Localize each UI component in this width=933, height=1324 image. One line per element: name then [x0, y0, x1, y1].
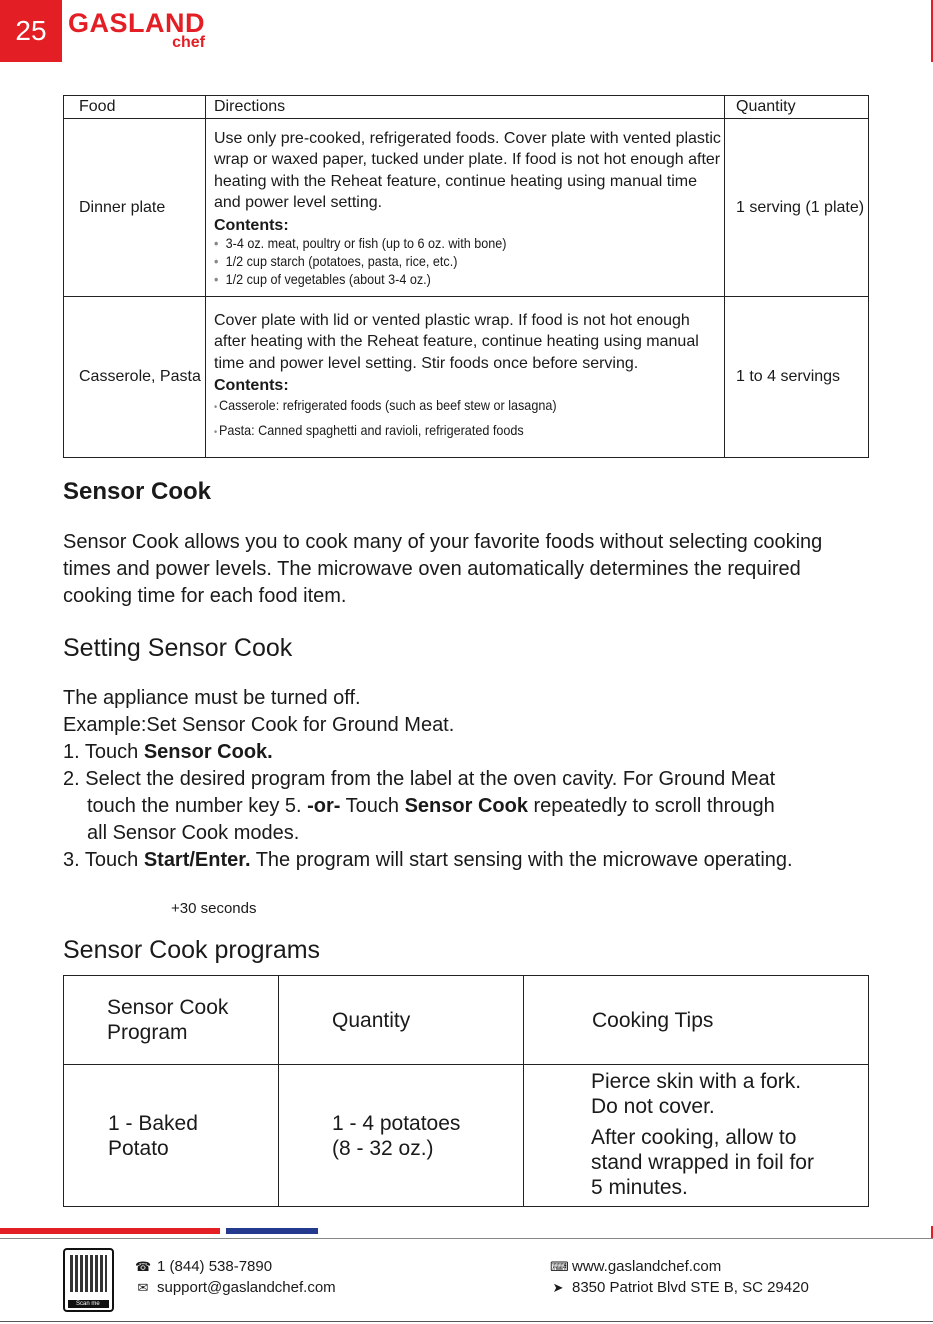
header-food: Food: [64, 96, 206, 119]
list-item: • 3-4 oz. meat, poultry or fish (up to 6 oz. with bone): [214, 234, 671, 252]
step-2-continued: [63, 793, 883, 820]
tips-cell: [524, 1065, 869, 1207]
directions-text: Use only pre-cooked, refrigerated foods. Cover plate with vented plastic wrap or waxed paper, tucked under plate. If food is not hot enough after heating with the Reheat feature, continue heating using manual time and power level setting.: [214, 129, 721, 211]
contents-list: [214, 234, 671, 288]
qr-caption-bar: [68, 1300, 109, 1308]
step-text: 3. Touch: [63, 849, 144, 871]
table-header-row: [64, 96, 869, 119]
step-text: The program will start sensing with the microwave operating.: [250, 849, 793, 871]
instruction-line: Example:Set Sensor Cook for Ground Meat.: [63, 714, 455, 736]
header-program: Sensor Cook Program: [64, 976, 279, 1065]
step-text: 1. Touch: [63, 741, 144, 763]
program-cell: 1 - Baked Potato: [64, 1065, 279, 1207]
footer-phone: [135, 1256, 336, 1277]
header-quantity: Quantity: [725, 96, 869, 119]
directions-cell: [206, 119, 725, 297]
list-item: • 1/2 cup starch (potatoes, pasta, rice, etc.): [214, 252, 671, 270]
address-text: 8350 Patriot Blvd STE B, SC 29420: [572, 1279, 809, 1296]
table-row: [64, 119, 869, 297]
contents-label: Contents:: [214, 377, 289, 395]
qr-caption: Scan me: [76, 1301, 100, 1307]
email-text[interactable]: support@gaslandchef.com: [157, 1279, 336, 1296]
step-text: Touch: [340, 795, 405, 817]
programs-title: Sensor Cook programs: [63, 936, 321, 964]
list-item: • 1/2 cup of vegetables (about 3-4 oz.): [214, 270, 671, 288]
logo-sub-text: chef: [172, 34, 205, 51]
page-number: 25: [0, 0, 62, 62]
phone-text: 1 (844) 538-7890: [157, 1258, 273, 1275]
table-row: [64, 297, 869, 458]
tip-text: After cooking, allow to stand wrapped in foil for 5 minutes.: [591, 1126, 814, 1199]
time-note: +30 seconds: [171, 900, 257, 917]
quantity-cell: 1 serving (1 plate): [725, 119, 869, 297]
intro-paragraph: Sensor Cook allows you to cook many of your favorite foods without selecting cooking times and power levels. The microwave oven automatically determines the required cooking time for each food item.: [63, 531, 823, 607]
directions-text: Cover plate with lid or vented plastic wrap. If food is not hot enough after heating with the Reheat feature, continue heating using manual time and power level setting. Stir foods once before serving.: [214, 311, 699, 372]
programs-table: [63, 975, 869, 1207]
footer-contact-right: [550, 1256, 809, 1298]
step-bold-text: Sensor Cook: [404, 795, 528, 817]
contents-list: [214, 394, 671, 444]
logo-main-text: GASLAND: [68, 8, 205, 38]
instructions-block: [63, 685, 883, 874]
qr-pattern: [70, 1255, 107, 1292]
step-3: [63, 847, 883, 874]
list-item: • Casserole: refrigerated foods (such as beef stew or lasagna): [214, 394, 671, 419]
header-tips: Cooking Tips: [524, 976, 869, 1065]
footer-contact-left: [135, 1256, 336, 1298]
step-text: repeatedly to scroll through: [527, 795, 775, 817]
footer-website: [550, 1256, 809, 1277]
quantity-cell: 1 - 4 potatoes (8 - 32 oz.): [279, 1065, 524, 1207]
step-1: [63, 739, 883, 766]
step-2: 2. Select the desired program from the label at the oven cavity. For Ground Meat: [63, 768, 776, 790]
tip-text: Pierce skin with a fork. Do not cover.: [591, 1070, 802, 1118]
footer-address: [550, 1277, 809, 1298]
step-bold-text: -or-: [307, 795, 341, 817]
quantity-cell: 1 to 4 servings: [725, 297, 869, 458]
food-cell: Dinner plate: [64, 119, 206, 297]
footer-rule: [0, 1238, 933, 1239]
header-directions: Directions: [206, 96, 725, 119]
footer-email: [135, 1277, 336, 1298]
step-bold-text: Sensor Cook.: [143, 741, 273, 763]
qr-code: [63, 1248, 114, 1312]
header-quantity: Quantity: [279, 976, 524, 1065]
website-text[interactable]: www.gaslandchef.com: [572, 1258, 722, 1275]
reheat-table: [63, 95, 869, 458]
food-cell: Casserole, Pasta: [64, 297, 206, 458]
footer-blue-bar: [226, 1228, 318, 1234]
step-text: touch the number key 5.: [87, 795, 308, 817]
list-item: • Pasta: Canned spaghetti and ravioli, refrigerated foods: [214, 419, 671, 444]
footer-red-bar: [0, 1228, 220, 1234]
table-header-row: [64, 976, 869, 1065]
instruction-line: The appliance must be turned off.: [63, 687, 361, 709]
web-icon: ⌨: [550, 1259, 569, 1274]
bottom-rule: [0, 1321, 933, 1322]
section-title: Sensor Cook: [63, 478, 212, 505]
location-icon: ➤: [552, 1280, 564, 1295]
brand-logo: [68, 8, 205, 50]
email-icon: ✉: [137, 1280, 149, 1295]
contents-label: Contents:: [214, 216, 289, 234]
step-2-end: all Sensor Cook modes.: [87, 822, 300, 844]
phone-icon: ☎: [135, 1259, 152, 1274]
subsection-title: Setting Sensor Cook: [63, 634, 293, 662]
table-row: [64, 1065, 869, 1207]
step-bold-text: Start/Enter.: [143, 849, 251, 871]
directions-cell: [206, 297, 725, 458]
